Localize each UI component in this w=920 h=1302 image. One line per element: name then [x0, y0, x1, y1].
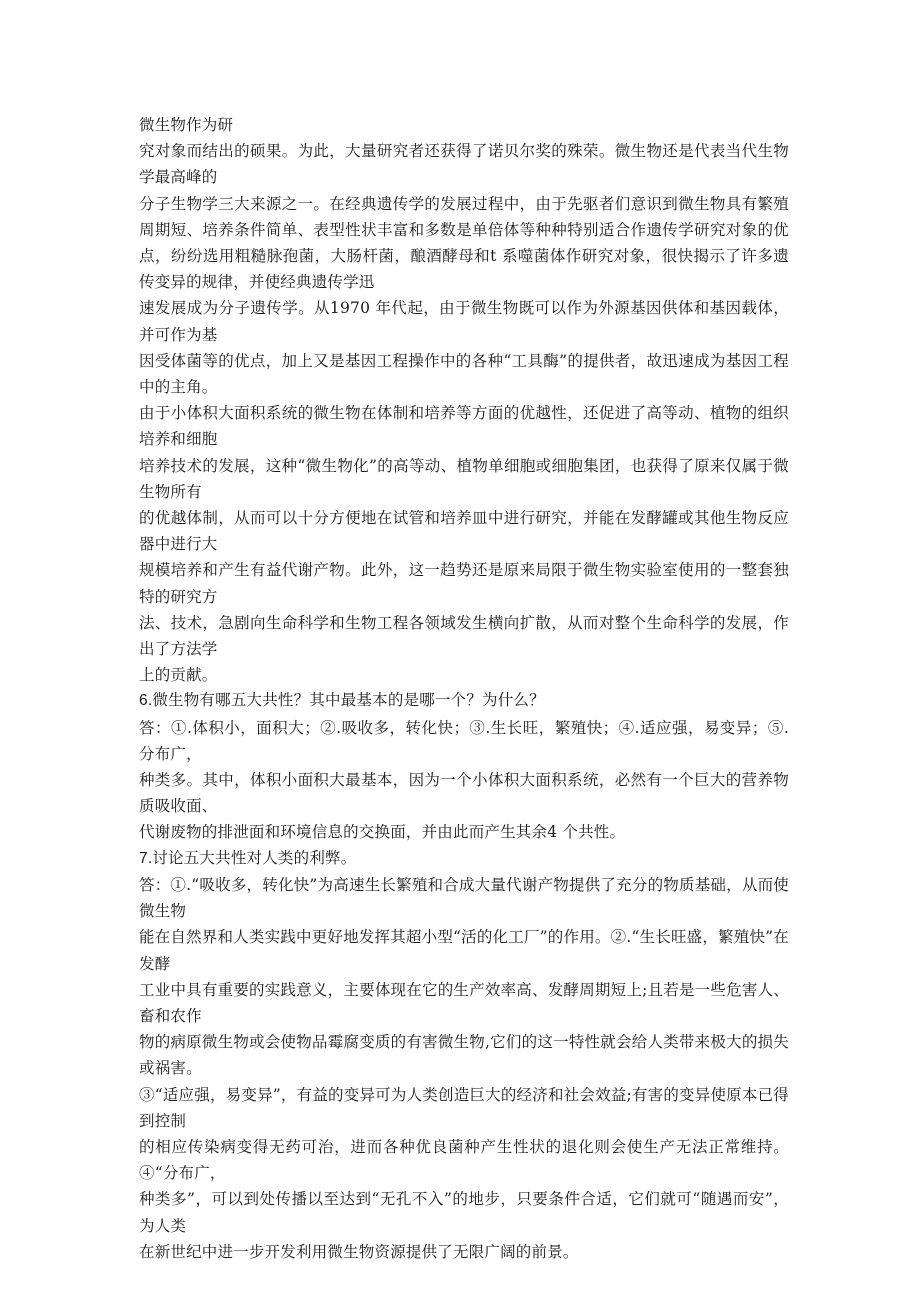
answer-6-line-3: 代谢废物的排泄面和环境信息的交换面，并由此而产生其余4 个共性。 [139, 823, 626, 842]
question-7-heading: 7.讨论五大共性对人类的利弊。 [139, 849, 357, 867]
answer-6-line-1: 答：①.体积小，面积大；②.吸收多，转化快；③.生长旺，繁殖快；④.适应强，易变异；⑤.分布广， [139, 718, 789, 763]
text-line-9: 规模培养和产生有益代谢产物。此外，这一趋势还是原来局限于微生物实验室使用的一整套独特的研究方 [139, 561, 789, 606]
answer-6-line-2: 种类多。其中，体积小面积大最基本，因为一个小体积大面积系统，必然有一个巨大的营养物质吸收面、 [139, 771, 789, 816]
text-line-5: 因受体菌等的优点，加上又是基因工程操作中的各种“工具酶”的提供者，故迅速成为基因工程中的主角。 [139, 351, 789, 397]
text-line-4: 速发展成为分子遗传学。从1970 年代起，由于微生物既可以作为外源基因供体和基因载体，并可作为基 [139, 299, 789, 344]
answer-7-line-1: 答：①.“吸收多，转化快”为高速生长繁殖和合成大量代谢产物提供了充分的物质基础，从而使微生物 [139, 875, 789, 921]
answer-7-line-7: 种类多”，可以到处传播以至达到“无孔不入”的地步，只要条件合适，它们就可“随遇而安”，为人类 [139, 1190, 789, 1235]
text-line-10: 法、技术，急剧向生命科学和生物工程各领域发生横向扩散，从而对整个生命科学的发展，作出了方法学 [139, 613, 789, 659]
answer-7-line-2: 能在自然界和人类实践中更好地发挥其超小型“活的化工厂”的作用。②.“生长旺盛，繁殖快”在发酵 [139, 928, 789, 973]
answer-7-line-6: 的相应传染病变得无药可治，进而各种优良菌种产生性状的退化则会使生产无法正常维持。④“分布广， [139, 1137, 789, 1183]
document-body [139, 112, 789, 1265]
text-line-1: 微生物作为研 [139, 116, 234, 134]
text-line-7: 培养技术的发展，这种“微生物化”的高等动、植物单细胞或细胞集团，也获得了原来仅属于微生物所有 [139, 456, 789, 501]
text-line-2: 究对象而结出的硕果。为此，大量研究者还获得了诺贝尔奖的殊荣。微生物还是代表当代生物学最高峰的 [139, 142, 789, 187]
answer-7-line-5: ③“适应强，易变异”，有益的变异可为人类创造巨大的经济和社会效益;有害的变异使原本已得到控制 [139, 1085, 789, 1130]
question-6-heading: 6.微生物有哪五大共性？其中最基本的是哪一个？为什么？ [139, 692, 545, 710]
answer-7-line-4: 物的病原微生物或会使物品霉腐变质的有害微生物,它们的这一特性就会给人类带来极大的损失或祸害。 [139, 1033, 789, 1078]
answer-7-line-8: 在新世纪中进一步开发利用微生物资源提供了无限广阔的前景。 [139, 1242, 579, 1261]
text-line-11: 上的贡献。 [139, 666, 218, 685]
text-line-8: 的优越体制，从而可以十分方便地在试管和培养皿中进行研究，并能在发酵罐或其他生物反应器中进行大 [139, 509, 789, 554]
text-line-3: 分子生物学三大来源之一。在经典遗传学的发展过程中，由于先驱者们意识到微生物具有繁殖周期短、培养条件简单、表型性状丰富和多数是单倍体等种种特别适合作遗传学研究对象的优点，纷纷选用粗糙脉孢菌，大肠杆菌，酿酒酵母和t 系噬菌体作研究对象，很快揭示了许多遗传变异的规律，并使经典遗传学迅 [139, 194, 789, 292]
answer-7-line-3: 工业中具有重要的实践意义，主要体现在它的生产效率高、发酵周期短上;且若是一些危害人、畜和农作 [139, 980, 789, 1025]
text-line-6: 由于小体积大面积系统的微生物在体制和培养等方面的优越性，还促进了高等动、植物的组织培养和细胞 [139, 404, 789, 449]
